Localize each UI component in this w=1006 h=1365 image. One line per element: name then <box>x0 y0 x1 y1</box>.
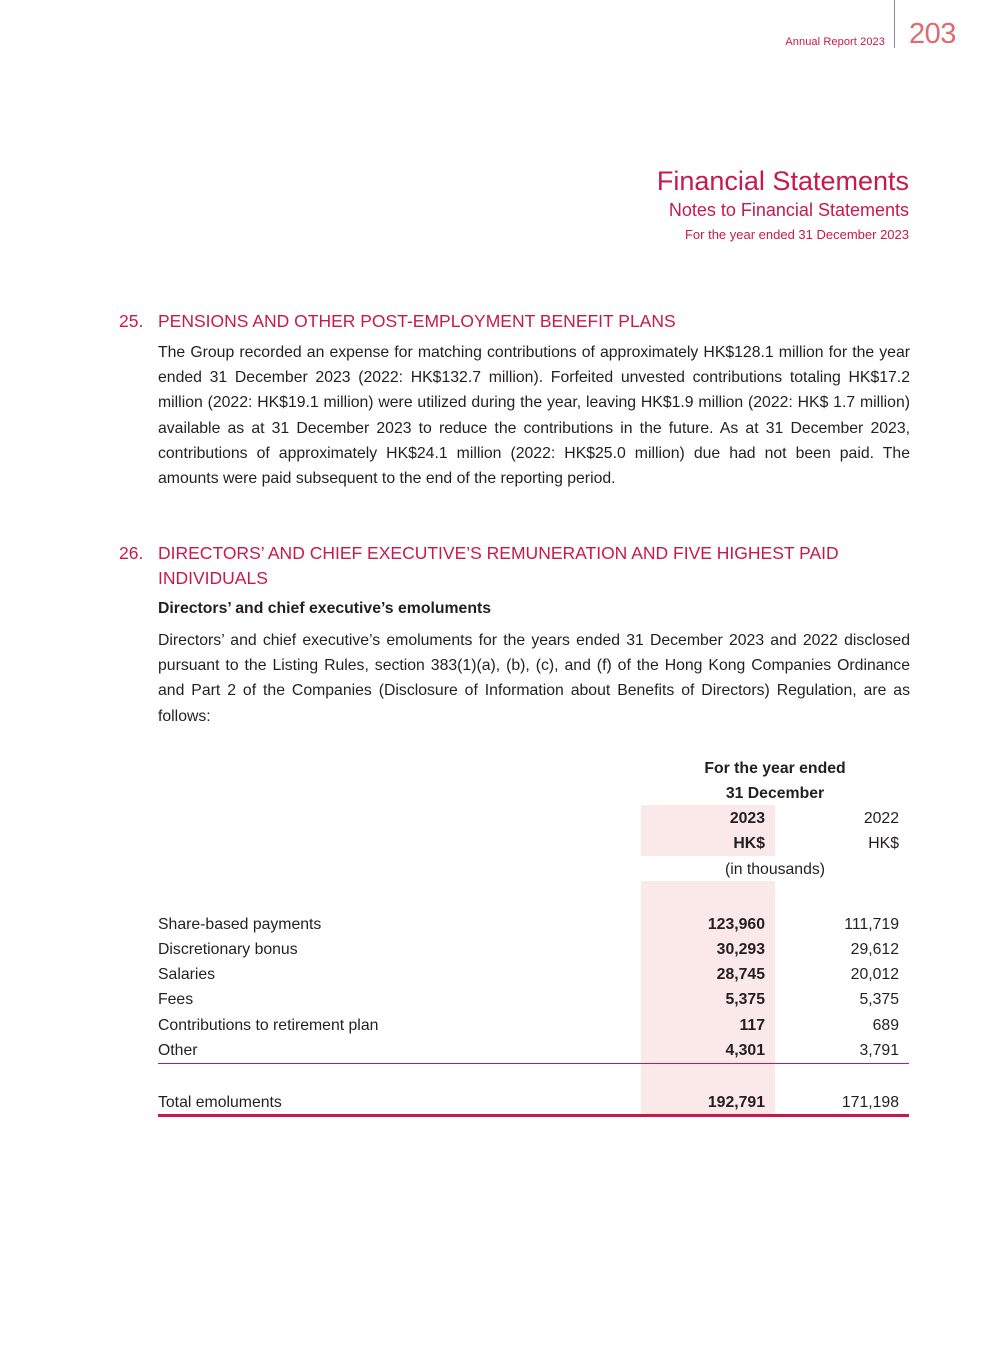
row-label: Fees <box>158 991 194 1008</box>
total-2023: 192,791 <box>707 1094 765 1111</box>
value-2023: 28,745 <box>716 966 765 983</box>
note-26-subheading: Directors’ and chief executive’s emoluments <box>158 600 492 617</box>
value-2022: 20,012 <box>850 966 899 983</box>
total-double-rule <box>158 1114 909 1117</box>
row-label: Share-based payments <box>158 916 322 933</box>
row-label: Salaries <box>158 966 216 983</box>
value-2022: 111,719 <box>844 916 899 933</box>
table-header-period: For the year ended <box>704 760 846 777</box>
value-2023: 30,293 <box>716 941 765 958</box>
value-2022: 29,612 <box>850 941 899 958</box>
note-26-title: DIRECTORS’ AND CHIEF EXECUTIVE’S REMUNERATION AND FIVE HIGHEST PAID INDIVIDUALS <box>158 543 839 588</box>
page-number: 203 <box>909 18 956 50</box>
value-2022: 3,791 <box>859 1042 899 1059</box>
section-title: Financial Statements <box>656 166 909 196</box>
column-header-2022-currency: HK$ <box>868 835 899 852</box>
column-header-2023-year: 2023 <box>729 810 765 827</box>
value-2023: 117 <box>739 1017 765 1034</box>
column-header-2022-year: 2022 <box>863 810 899 827</box>
header-divider <box>894 0 895 48</box>
column-header-2023-currency: HK$ <box>733 835 765 852</box>
total-2022: 171,198 <box>841 1094 899 1111</box>
section-subtitle: Notes to Financial Statements <box>668 200 909 220</box>
value-2023: 4,301 <box>725 1042 765 1059</box>
value-2023: 5,375 <box>725 991 765 1008</box>
value-2023: 123,960 <box>707 916 765 933</box>
row-label: Contributions to retirement plan <box>158 1017 379 1034</box>
note-25-number: 25. <box>119 311 144 331</box>
subtotal-rule <box>158 1063 909 1064</box>
value-2022: 689 <box>872 1017 899 1034</box>
note-26-paragraph: Directors’ and chief executive’s emoluments for the years ended 31 December 2023 and 2022 disclosed pursuant to the Listing Rules, section 383(1)(a), (b), (c), and (f) of the Hong Kong Companies Ordinance and Part 2 of the Companies (Disclosure of Information about Benefits of Directors) Regulation, are as follows: <box>158 632 910 725</box>
note-25-paragraph: The Group recorded an expense for matching contributions of approximately HK$128.1 million for the year ended 31 December 2023 (2022: HK$132.7 million). Forfeited unvested contributions totaling HK$17.2 million (2022: HK$19.1 million) were utilized during the year, leaving HK$1.9 million (2022: HK$ 1.7 million) available as at 31 December 2023 to reduce the contributions in the future. As at 31 December 2023, contributions of approximately HK$24.1 million (2022: HK$25.0 million) due had not been paid. The amounts were paid subsequent to the end of the reporting period. <box>158 344 910 488</box>
note-26-number: 26. <box>119 543 144 563</box>
section-period: For the year ended 31 December 2023 <box>684 227 909 242</box>
total-label: Total emoluments <box>158 1094 282 1111</box>
unit-note: (in thousands) <box>724 861 826 878</box>
value-2022: 5,375 <box>859 991 899 1008</box>
note-25-title: PENSIONS AND OTHER POST-EMPLOYMENT BENEFIT PLANS <box>158 311 676 331</box>
row-label: Other <box>158 1042 198 1059</box>
table-header-date: 31 December <box>725 785 825 802</box>
row-label: Discretionary bonus <box>158 941 298 958</box>
running-head: Annual Report 2023 <box>785 36 885 48</box>
